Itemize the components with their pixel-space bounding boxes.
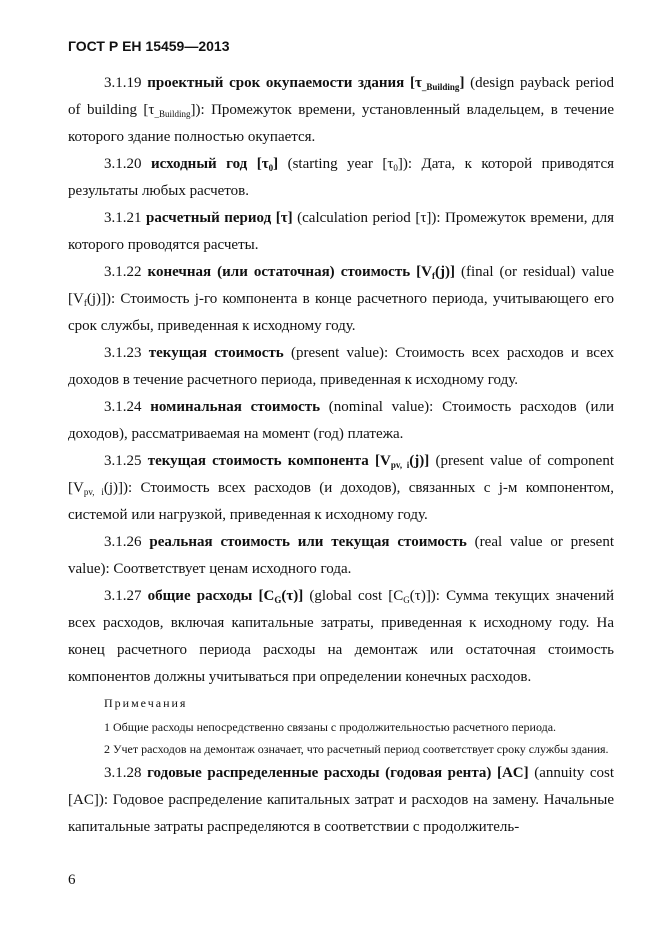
entry-definition: Соответствует ценам исходного года.: [109, 561, 352, 577]
entry-english-subscript: pv, i: [83, 487, 104, 497]
entry-term: проектный срок окупаемости здания [τ: [147, 75, 422, 91]
entry-number: 3.1.28: [104, 765, 142, 781]
entry-definition: Промежуток времени, для которого проводятся расчеты.: [68, 210, 615, 253]
entry-number: 3.1.25: [104, 453, 142, 469]
entry-number: 3.1.19: [104, 75, 142, 91]
definitions-list: [68, 70, 614, 691]
entry-definition: Стоимость всех расходов (и доходов), связанных с j-м компонентом, системой или нагрузкой, приведенная к исходному году.: [68, 480, 614, 523]
entry-term-subscript: _Building: [421, 82, 460, 92]
definition-entry: [68, 760, 614, 841]
entry-term-end: (j)]: [435, 264, 455, 280]
entry-term-subscript: G: [274, 595, 282, 605]
entry-number: 3.1.23: [104, 345, 142, 361]
entry-definition: Сумма текущих значений всех расходов, включая капитальные затраты, приведенная к исходному году. На конец расчетного периода расходы на демонтаж или остаточная стоимость компонентов должны учитываться при определении конечных расходов.: [68, 588, 615, 685]
entry-term: исходный год [τ: [150, 156, 269, 172]
entry-english: (design payback period of building [τ: [68, 75, 615, 118]
definition-entry: [68, 259, 614, 340]
entry-term: годовые распределенные расходы (годовая рента) [AC]: [147, 765, 529, 781]
entry-term-subscript: 0: [268, 163, 274, 173]
definition-entry: [68, 151, 614, 205]
entry-term: текущая стоимость компонента [V: [147, 453, 391, 469]
entry-term-subscript: pv, i: [390, 460, 410, 470]
entry-english-end: (j)]):: [103, 480, 133, 496]
note-item: 2 Учет расходов на демонтаж означает, что расчетный период соответствует сроку службы здания.: [104, 742, 609, 756]
entry-english-subscript: f: [83, 298, 87, 308]
page-number: 6: [68, 872, 76, 888]
entry-english: (present value):: [283, 345, 389, 361]
entry-english-end: ]):: [190, 102, 205, 118]
entry-term: текущая стоимость: [148, 345, 284, 361]
entry-english: (present value of component [V: [68, 453, 615, 496]
entry-definition: Годовое распределение капитальных затрат и расходов на замену. Начальные капитальные затраты распределяются в соответствии с продолжитель-: [68, 792, 614, 835]
notes-title: Примечания: [104, 696, 188, 710]
definition-entry: [68, 340, 614, 394]
entry-number: 3.1.21: [104, 210, 142, 226]
definition-entry: [68, 448, 614, 529]
entry-english-subscript: 0: [393, 163, 398, 173]
entry-english-subscript: _Building: [154, 109, 191, 119]
entry-definition: Стоимость всех расходов и всех доходов в течение расчетного периода, приведенная к исходному году.: [68, 345, 614, 388]
entry-english: (nominal value):: [320, 399, 434, 415]
entry-term-end: (j)]: [409, 453, 430, 469]
document-body: [68, 70, 614, 841]
entry-term: расчетный период [τ]: [146, 210, 293, 226]
entry-term-end: (τ)]: [281, 588, 304, 604]
entry-term-end: ]: [459, 75, 465, 91]
definition-entry: [68, 205, 614, 259]
entry-term-end: ]: [273, 156, 279, 172]
note-item: 1 Общие расходы непосредственно связаны с продолжительностью расчетного периода.: [104, 720, 557, 734]
entry-definition: Стоимость j-го компонента в конце расчетного периода, учитывающего его срок службы, приведенная к исходному году.: [68, 291, 614, 334]
entry-definition: Дата, к которой приводятся результаты любых расчетов.: [68, 156, 615, 199]
definition-entry: [68, 529, 614, 583]
definition-entry: [68, 394, 614, 448]
entry-english: (starting year [τ: [278, 156, 394, 172]
entry-term: реальная стоимость или текущая стоимость: [149, 534, 467, 550]
document-header: ГОСТ Р ЕН 15459—2013: [68, 38, 230, 54]
entry-number: 3.1.22: [104, 264, 142, 280]
entry-english: (calculation period [τ]):: [292, 210, 441, 226]
entry-number: 3.1.27: [104, 588, 142, 604]
entry-definition: Стоимость расходов (или доходов), рассматриваемая на момент (год) платежа.: [68, 399, 615, 442]
entry-english: (global cost [C: [303, 588, 404, 604]
entry-english-end: (τ)]):: [409, 588, 440, 604]
entry-english-end: ]):: [397, 156, 413, 172]
entry-term-subscript: f: [432, 271, 435, 281]
entry-number: 3.1.26: [104, 534, 142, 550]
entry-english: (final (or residual) value [V: [68, 264, 615, 307]
entry-english: (real value or present value):: [68, 534, 614, 577]
entry-term: общие расходы [C: [147, 588, 275, 604]
entry-definition: Промежуток времени, установленный владельцем, в течение которого здание полностью окупается.: [68, 102, 614, 145]
entry-english-end: (j)]):: [86, 291, 116, 307]
entry-english: (annuity cost [AC]):: [68, 765, 615, 808]
entry-term: номинальная стоимость: [150, 399, 321, 415]
entry-number: 3.1.20: [104, 156, 142, 172]
entry-number: 3.1.24: [104, 399, 142, 415]
entry-english-subscript: G: [403, 595, 410, 605]
definition-entry: [68, 583, 614, 691]
entry-term: конечная (или остаточная) стоимость [V: [147, 264, 432, 280]
definition-entry: [68, 70, 614, 151]
